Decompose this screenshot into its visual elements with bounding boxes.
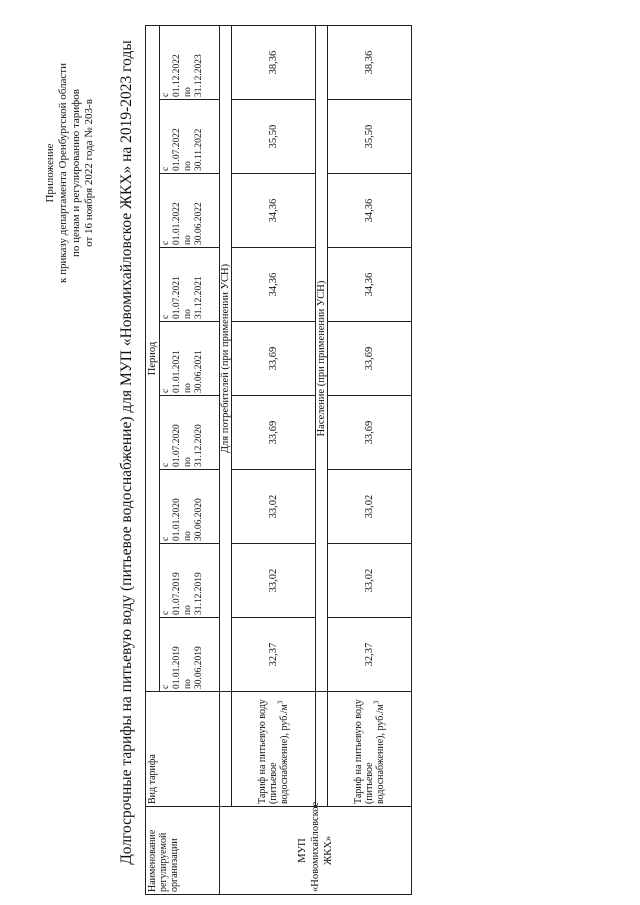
- period-from: 01.07.2019: [172, 572, 182, 615]
- period-to: 31.12.2023: [194, 54, 204, 97]
- tariff-value: 38,36: [232, 26, 316, 100]
- period-cell: [160, 322, 220, 396]
- tariff-value: 33,02: [328, 470, 412, 544]
- period-cell: [160, 248, 220, 322]
- period-from: 01.07.2021: [172, 276, 182, 319]
- tariff-table: [145, 25, 412, 895]
- period-to-word: по: [183, 531, 193, 541]
- period-from-word: с: [161, 388, 171, 393]
- period-from-word: с: [161, 462, 171, 467]
- period-from-word: с: [161, 610, 171, 615]
- document-title: Долгосрочные тарифы на питьевую воду (питьевое водоснабжение) для МУП «Новомихайловское ЖКХ» на 2019-2023 годы: [118, 40, 135, 865]
- period-to: 30.06.2021: [194, 350, 204, 393]
- period-to: 31.12.2019: [194, 572, 204, 615]
- period-to-word: по: [183, 383, 193, 393]
- empty-cell: [220, 692, 232, 807]
- section-label: Для потребителей (при применении УСН): [220, 26, 232, 692]
- org-header: Наименование регулируемой организации: [146, 807, 220, 895]
- section-row: [316, 26, 328, 895]
- empty-cell: [316, 692, 328, 807]
- tariff-name-cell: [328, 692, 412, 807]
- header-row: [146, 26, 160, 895]
- section-row: [220, 26, 232, 895]
- tariff-value: 34,36: [232, 248, 316, 322]
- period-from: 01.07.2020: [172, 424, 182, 467]
- period-cell: [160, 544, 220, 618]
- period-to-word: по: [183, 679, 193, 689]
- period-cell: [160, 470, 220, 544]
- tariff-value: 33,69: [232, 396, 316, 470]
- period-to: 30.06.2019: [194, 646, 204, 689]
- period-from-word: с: [161, 92, 171, 97]
- period-from: 01.01.2021: [172, 350, 182, 393]
- period-to: 30.06.2022: [194, 202, 204, 245]
- tariff-value: 38,36: [328, 26, 412, 100]
- tariff-row: [232, 26, 316, 895]
- period-to: 31.12.2021: [194, 276, 204, 319]
- tariff-value: 34,36: [328, 248, 412, 322]
- tariff-value: 35,50: [328, 100, 412, 174]
- period-to-word: по: [183, 235, 193, 245]
- period-to-word: по: [183, 161, 193, 171]
- period-from-word: с: [161, 166, 171, 171]
- tariff-row: [328, 26, 412, 895]
- period-to-word: по: [183, 87, 193, 97]
- period-to: 30.11.2022: [194, 128, 204, 171]
- period-cell: [160, 26, 220, 100]
- appendix-line: к приказу департамента Оренбургской области: [57, 63, 69, 283]
- tariff-name-cell: [232, 692, 316, 807]
- appendix-line: Приложение: [44, 143, 56, 203]
- tariff-value: 32,37: [232, 618, 316, 692]
- period-cell: [160, 174, 220, 248]
- period-from-word: с: [161, 684, 171, 689]
- period-header: Период: [146, 26, 160, 692]
- tariff-value: 35,50: [232, 100, 316, 174]
- tariff-value: 33,69: [328, 396, 412, 470]
- unit-exponent: 3: [276, 700, 285, 705]
- section-label: Население (при применении УСН): [316, 26, 328, 692]
- period-cell: [160, 396, 220, 470]
- period-from: 01.01.2020: [172, 498, 182, 541]
- appendix-line: от 16 ноября 2022 года № 203-в: [83, 99, 95, 247]
- period-from: 01.07.2022: [172, 128, 182, 171]
- period-from: 01.12.2022: [172, 54, 182, 97]
- period-cell: [160, 100, 220, 174]
- tariff-value: 34,36: [232, 174, 316, 248]
- appendix-line: по ценам и регулированию тарифов: [70, 89, 82, 258]
- period-from: 01.01.2022: [172, 202, 182, 245]
- tariff-type-header: Вид тарифа: [146, 692, 220, 807]
- period-cell: [160, 618, 220, 692]
- tariff-value: 33,69: [232, 322, 316, 396]
- tariff-value: 34,36: [328, 174, 412, 248]
- period-to-word: по: [183, 309, 193, 319]
- tariff-name: Тариф на питьевую воду (питьевое водоснабжение), руб./м: [353, 699, 386, 804]
- period-to: 31.12.2020: [194, 424, 204, 467]
- tariff-value: 33,69: [328, 322, 412, 396]
- tariff-value: 32,37: [328, 618, 412, 692]
- period-from: 01.01.2019: [172, 646, 182, 689]
- period-from-word: с: [161, 240, 171, 245]
- tariff-value: 33,02: [328, 544, 412, 618]
- unit-exponent: 3: [372, 700, 381, 705]
- period-to-word: по: [183, 605, 193, 615]
- period-to: 30.06.2020: [194, 498, 204, 541]
- period-to-word: по: [183, 457, 193, 467]
- tariff-value: 33,02: [232, 544, 316, 618]
- appendix-block: [44, 23, 96, 323]
- tariff-value: 33,02: [232, 470, 316, 544]
- period-from-word: с: [161, 536, 171, 541]
- organization-name: МУП «Новомихайловское ЖКХ»: [220, 807, 412, 895]
- period-from-word: с: [161, 314, 171, 319]
- tariff-name: Тариф на питьевую воду (питьевое водоснабжение), руб./м: [257, 699, 290, 804]
